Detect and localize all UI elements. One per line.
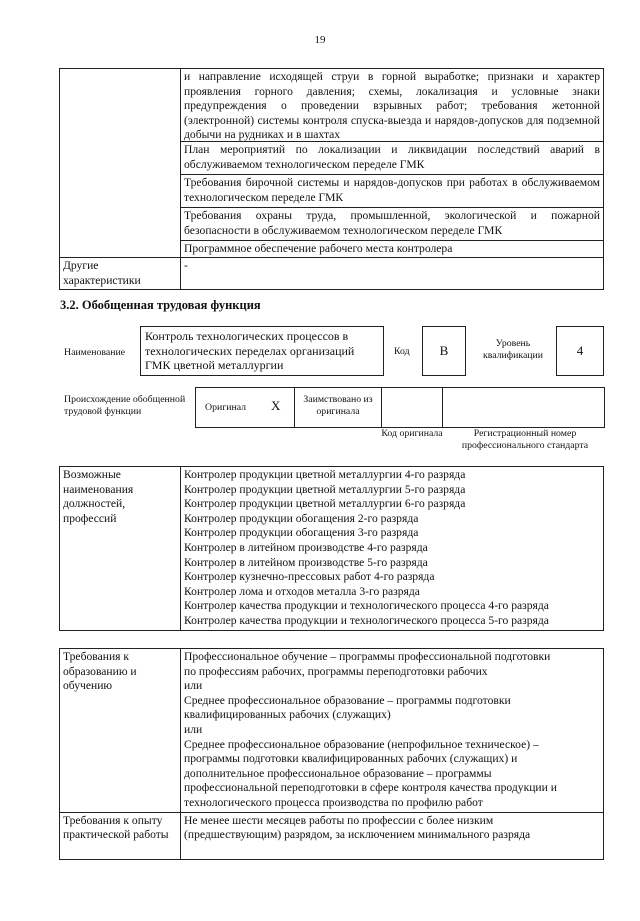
education-line: по профессиям рабочих, программы переподготовки рабочих xyxy=(184,664,488,678)
position-item: Контролер качества продукции и технологического процесса 5-го разряда xyxy=(184,613,549,627)
origin-divider xyxy=(294,387,295,427)
knowledge-item: и направление исходящей струи в горной выработке; признаки и характер проявления горного давления; схемы, локализация и условные знаки предупреждения о проведении взрывных работ; требования жетонной (электронной) системы контроля спуска-выезда и нарядов-допусков для подземной добычи на рудниках и в шахтах xyxy=(181,69,603,142)
positions-label: Возможные наименования должностей, профессий xyxy=(60,467,181,631)
education-line: профессиональной переподготовки в сфере контроля качества продукции и xyxy=(184,781,557,795)
page-number: 19 xyxy=(314,34,326,46)
position-item: Контролер в литейном производстве 5-го разряда xyxy=(184,555,428,569)
experience-label: Требования к опыту практической работы xyxy=(60,812,181,859)
position-item: Контролер продукции обогащения 3-го разряда xyxy=(184,526,419,540)
name-box xyxy=(140,326,384,376)
position-item: Контролер продукции цветной металлургии 5-го разряда xyxy=(184,482,466,496)
original-mark: X xyxy=(271,398,281,413)
name-value: Контроль технологических процессов в технологических переделах организаций ГМК цветной металлургии xyxy=(145,329,355,372)
education-line: Профессиональное обучение – программы профессиональной подготовки xyxy=(184,650,551,663)
position-item: Контролер качества продукции и технологического процесса 4-го разряда xyxy=(184,599,549,613)
education-line: или xyxy=(184,679,203,693)
education-label: Требования к образованию и обучению xyxy=(60,649,181,813)
experience-line: (предшествующим) разрядом, за исключением минимального разряда xyxy=(184,828,531,842)
code-original-caption: Код оригинала xyxy=(381,428,443,439)
positions-list xyxy=(181,467,604,631)
knowledge-item: План мероприятий по локализации и ликвидации последствий аварий в обслуживаемом технологическом переделе ГМК xyxy=(181,142,603,175)
origin-divider xyxy=(442,387,443,427)
experience-value xyxy=(181,812,604,859)
position-item: Контролер лома и отходов металла 3-го разряда xyxy=(184,584,420,598)
education-line: программы подготовки квалифицированных рабочих (служащих) и xyxy=(184,752,518,766)
reg-number-caption: Регистрационный номер профессионального стандарта xyxy=(461,428,589,451)
education-line: Среднее профессиональное образование – программы подготовки xyxy=(184,693,511,707)
code-value: B xyxy=(422,326,466,376)
borrowed-label: Заимствовано из оригинала xyxy=(303,394,373,417)
knowledge-item: Требования бирочной системы и нарядов-допусков при работах в обслуживаемом технологическом переделе ГМК xyxy=(181,175,603,208)
original-label: Оригинал xyxy=(205,402,247,413)
code-label: Код xyxy=(394,346,410,357)
positions-table xyxy=(59,466,604,631)
other-characteristics-value: - xyxy=(181,258,604,290)
level-label: Уровень квалификации xyxy=(482,338,544,361)
origin-label: Происхождение обобщенной трудовой функции xyxy=(64,394,186,417)
education-line: или xyxy=(184,722,203,736)
education-value xyxy=(181,649,604,813)
position-item: Контролер в литейном производстве 4-го разряда xyxy=(184,540,428,554)
level-value: 4 xyxy=(556,326,604,376)
position-item: Контролер продукции обогащения 2-го разряда xyxy=(184,511,419,525)
origin-box xyxy=(195,387,605,428)
position-item: Контролер кузнечно-прессовых работ 4-го разряда xyxy=(184,570,435,584)
education-line: квалифицированных рабочих (служащих) xyxy=(184,708,391,722)
knowledge-item: Требования охраны труда, промышленной, экологической и пожарной безопасности в обслуживаемом технологическом переделе ГМК xyxy=(181,208,603,241)
education-line: Среднее профессиональное образование (непрофильное техническое) – xyxy=(184,737,539,751)
name-label: Наименование xyxy=(64,347,126,358)
experience-line: Не менее шести месяцев работы по профессии с более низким xyxy=(184,813,494,827)
knowledge-label-cell xyxy=(60,69,181,258)
knowledge-table xyxy=(59,68,604,290)
knowledge-item: Программное обеспечение рабочего места контролера xyxy=(184,242,453,255)
position-item: Контролер продукции цветной металлургии 6-го разряда xyxy=(184,497,466,511)
position-item: Контролер продукции цветной металлургии 4-го разряда xyxy=(184,468,466,481)
education-line: дополнительное профессиональное образование – программы xyxy=(184,766,492,780)
other-characteristics-label: Другие характеристики xyxy=(60,258,181,290)
requirements-table xyxy=(59,648,604,860)
education-line: технологического процесса производства по профилю работ xyxy=(184,795,483,809)
knowledge-items-cell xyxy=(181,69,604,258)
origin-divider xyxy=(381,387,382,427)
section-title: 3.2. Обобщенная трудовая функция xyxy=(60,298,261,312)
